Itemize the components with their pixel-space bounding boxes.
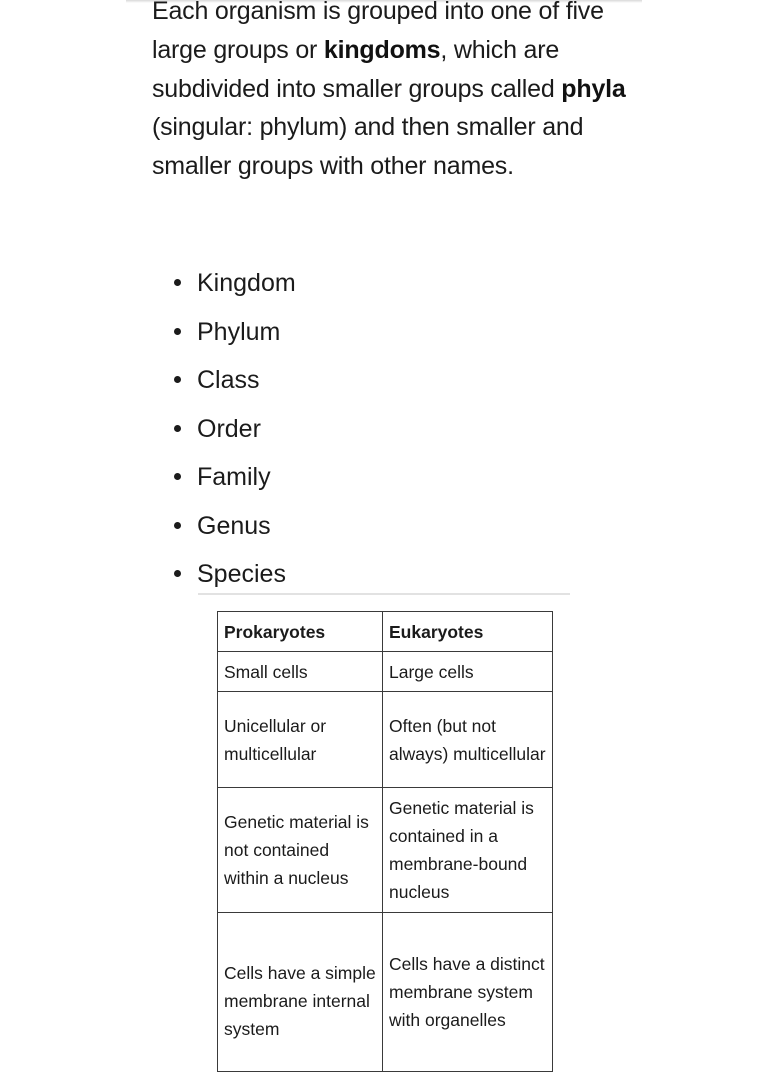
eukaryote-cell: Genetic material is contained in a membrane-bound nucleus <box>383 788 553 913</box>
intro-text-2: , which are subdivided into smaller groups called <box>152 35 562 103</box>
bullet-icon <box>174 522 181 529</box>
comparison-table <box>217 611 553 1072</box>
prokaryote-cell: Small cells <box>218 652 383 692</box>
prokaryote-cell: Cells have a simple membrane internal system <box>218 913 383 1072</box>
bullet-icon <box>174 570 181 577</box>
bullet-icon <box>174 279 181 286</box>
header-eukaryotes: Eukaryotes <box>383 612 553 652</box>
phyla-term: phyla <box>561 74 626 103</box>
rank-label: Species <box>197 560 286 588</box>
rank-label: Order <box>197 414 261 443</box>
table-header-row <box>218 612 553 652</box>
intro-paragraph <box>152 0 632 186</box>
divider <box>198 593 570 595</box>
table-row <box>218 788 553 913</box>
table-row <box>218 913 553 1072</box>
table-row <box>218 692 553 788</box>
intro-text-1: Each organism is grouped into one of five large groups or <box>152 0 604 64</box>
prokaryote-cell: Unicellular or multicellular <box>218 692 383 788</box>
rank-label: Genus <box>197 511 271 540</box>
rank-label: Class <box>197 366 260 394</box>
eukaryote-cell: Large cells <box>383 652 553 692</box>
bullet-icon <box>174 328 181 335</box>
bullet-icon <box>174 376 181 383</box>
eukaryote-cell: Cells have a distinct membrane system with organelles <box>383 913 553 1072</box>
kingdoms-term: kingdoms <box>323 35 441 64</box>
header-prokaryotes: Prokaryotes <box>218 612 383 652</box>
rank-label: Kingdom <box>197 269 296 297</box>
bullet-icon <box>174 425 181 432</box>
table-row <box>218 652 553 692</box>
rank-label: Phylum <box>197 317 281 346</box>
eukaryote-cell: Often (but not always) multicellular <box>383 692 553 788</box>
bullet-icon <box>174 473 181 480</box>
rank-label: Family <box>197 463 271 491</box>
intro-text-3: (singular: phylum) and then smaller and smaller groups with other names. <box>152 113 584 181</box>
prokaryote-cell: Genetic material is not contained within a nucleus <box>218 788 383 913</box>
